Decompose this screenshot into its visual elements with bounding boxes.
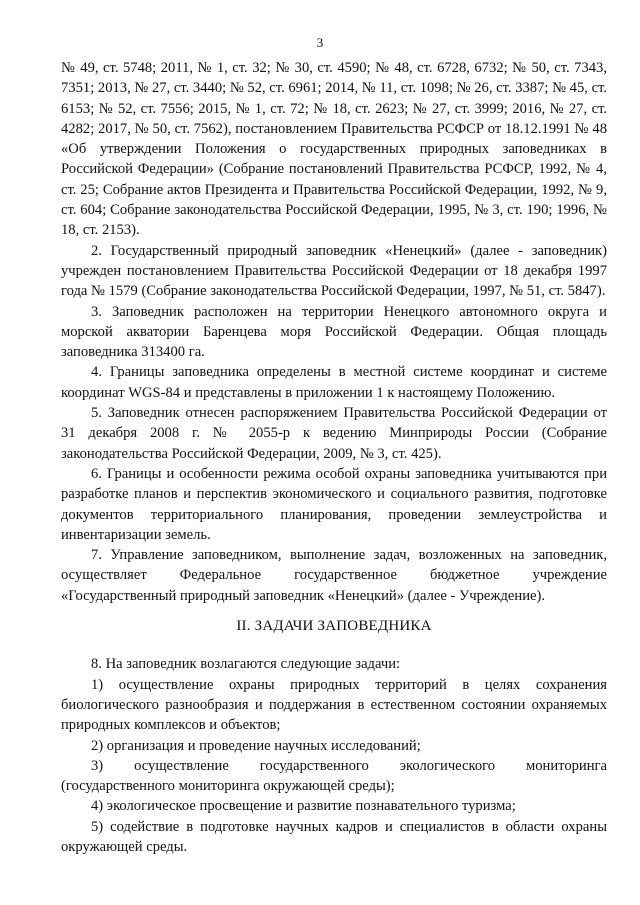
paragraph-continuation: № 49, ст. 5748; 2011, № 1, ст. 32; № 30, ст. 4590; № 48, ст. 6728, 6732; № 50, ст. 7343, 7351; 2013, № 27, ст. 3440; № 52, ст. 6961; 2014, № 11, ст. 1098; № 26, ст. 3387; № 45, ст. 6153; № 52, ст. 7556; 2015, № 1, ст. 72; № 18, ст. 2623; № 27, ст. 3999; 2016, № 27, ст. 4282; 2017, № 50, ст. 7562), постановлением Правительства РСФСР от 18.12.1991 № 48 «Об утверждении Положения о государственных природных заповедниках в Российской Федерации» (Собрание постановлений Правительства РСФСР, 1992, № 4, ст. 25; Собрание актов Президента и Правительства Российской Федерации, 1992, № 9, ст. 604; Собрание законодательства Российской Федерации, 1995, № 3, ст. 190; 1996, № 18, ст. 2153).: [61, 60, 607, 239]
paragraph-2: 2. Государственный природный заповедник «Ненецкий» (далее - заповедник) учрежден постановлением Правительства Российской Федерации от 18 декабря 1997 года № 1579 (Собрание законодательства Российской Федерации, 1997, № 51, ст. 5847).: [61, 242, 607, 300]
task-item-1: 1) осуществление охраны природных территорий в целях сохранения биологического разнообразия и поддержания в естественном состоянии охраняемых природных комплексов и объектов;: [61, 676, 607, 734]
document-body: [61, 58, 607, 857]
paragraph-4: 4. Границы заповедника определены в местной системе координат и системе координат WGS-84 и представлены в приложении 1 к настоящему Положению.: [61, 364, 607, 401]
paragraph-6: 6. Границы и особенности режима особой охраны заповедника учитываются при разработке планов и перспектив экономического и социального развития, подготовке документов территориального планирования, проведении землеустройства и инвентаризации земель.: [61, 465, 607, 543]
paragraph-7: 7. Управление заповедником, выполнение задач, возложенных на заповедник, осуществляет Федеральное государственное бюджетное учреждение «Государственный природный заповедник «Ненецкий» (далее - Учреждение).: [61, 547, 607, 604]
section-heading: II. ЗАДАЧИ ЗАПОВЕДНИКА: [236, 618, 432, 635]
task-item-3: 3) осуществление государственного экологического мониторинга (государственного мониторинга окружающей среды);: [61, 757, 607, 795]
task-item-2: 2) организация и проведение научных исследований;: [91, 737, 421, 754]
paragraph-5: 5. Заповедник отнесен распоряжением Правительства Российской Федерации от 31 декабря 2008 г. № 2055-р к ведению Минприроды России (Собрание законодательства Российской Федерации, 2009, № 3, ст. 425).: [61, 405, 607, 462]
task-item-4: 4) экологическое просвещение и развитие познавательного туризма;: [91, 798, 516, 815]
task-item-5: 5) содействие в подготовке научных кадров и специалистов в области охраны окружающей среды.: [61, 818, 607, 855]
paragraph-3: 3. Заповедник расположен на территории Ненецкого автономного округа и морской акватории Баренцева моря Российской Федерации. Общая площадь заповедника 313400 га.: [61, 303, 607, 361]
page-number: 3: [316, 35, 324, 50]
paragraph-8: 8. На заповедник возлагаются следующие задачи:: [91, 656, 401, 673]
